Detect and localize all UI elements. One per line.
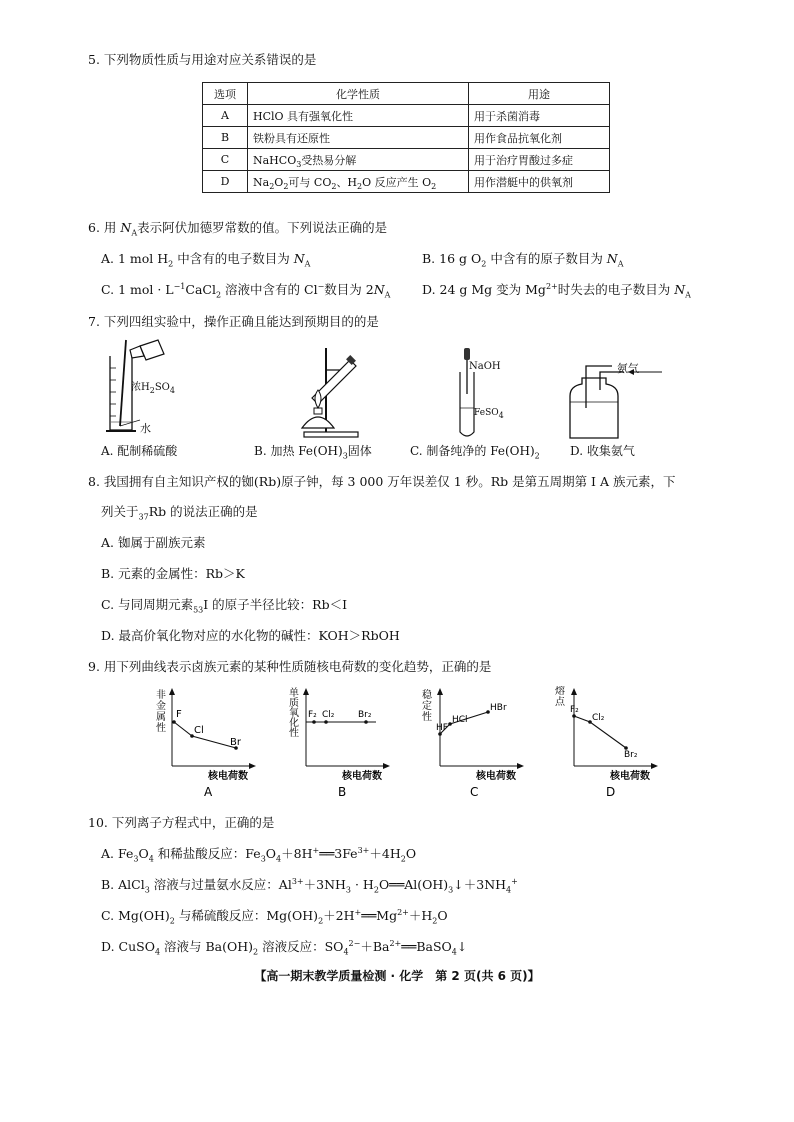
ylabel-char: 稳 (422, 690, 432, 701)
ylabel (156, 688, 166, 734)
table-row (203, 127, 610, 149)
q7-stem: 7. 下列四组实验中，操作正确且能达到预期目的的是 (88, 314, 379, 329)
ylabel-char: 氧 (289, 708, 299, 719)
point-label: Br (230, 737, 241, 748)
q7-caption-a: A. 配制稀硫酸 (101, 444, 178, 458)
label-naoh: NaOH (469, 361, 501, 372)
table-cell: B (203, 127, 248, 149)
table-cell: D (203, 171, 248, 193)
q9-stem: 9. 用下列曲线表示卤族元素的某种性质随核电荷数的变化趋势，正确的是 (88, 659, 492, 674)
q5-table (202, 82, 610, 193)
table-header: 化学性质 (248, 83, 469, 105)
label-water: 水 (140, 422, 151, 435)
label-feso4: FeSO$_4$ (474, 408, 504, 420)
table-row (203, 105, 610, 127)
point-label: F₂ (308, 710, 317, 720)
table-cell: 铁粉具有还原性 (248, 127, 469, 149)
q10-option-b: B. AlCl$_3$ 溶液与过量氨水反应：$Al^{3+}+3NH_3$ · $H_2O══Al(OH)_3↓+3NH_4^+$ (101, 876, 518, 895)
graph-b (284, 686, 390, 798)
point-label: Cl₂ (322, 710, 335, 720)
table-cell: NaHCO$_3$受热易分解 (248, 149, 469, 171)
q6-stem: 6. 用 $N_A$表示阿伏加德罗常数的值。下列说法正确的是 (88, 220, 388, 238)
ylabel-char: 熔 (555, 686, 565, 697)
q10-option-c: C. $Mg(OH)_2$ 与稀硫酸反应：$Mg(OH)_2+2H^+══Mg^{2+}+H_2O$ (101, 907, 448, 926)
table-cell: $Na_2O_2$可与 $CO_2$、$H_2O$ 反应产生 $O_2$ (248, 171, 469, 193)
q10-option-a: A. $Fe_3O_4$ 和稀盐酸反应：$Fe_3O_4+8H^+══3Fe^{3+}+4H_2O$ (101, 845, 417, 864)
graph-letter: C (470, 785, 479, 798)
q8-option-d: D. 最高价氧化物对应的水化物的碱性：KOH＞RbOH (101, 628, 400, 643)
apparatus-d-diagram (562, 362, 667, 440)
graph-letter: D (606, 785, 616, 798)
q8-stem-line2: 列关于$_{37}$Rb 的说法正确的是 (101, 504, 258, 522)
ylabel-char: 化 (289, 718, 299, 729)
graph-c (418, 686, 524, 798)
q10-option-d: D. CuSO$_4$ 溶液与 $Ba(OH)_2$ 溶液反应：$SO_4^{2-}+Ba^{2+}══BaSO_4↓$ (101, 938, 468, 957)
q6-option-a: A. 1 mol $H_2$ 中含有的电子数目为 $N_A$ (101, 251, 311, 269)
gas-bottle-icon (570, 378, 618, 438)
q6-option-c: C. 1 mol · $L^{-1}CaCl_2$ 溶液中含有的 Cl−数目为 $2N_A$ (101, 281, 391, 300)
table-cell: 用作潜艇中的供氧剂 (469, 171, 610, 193)
table-cell: 用作食品抗氧化剂 (469, 127, 610, 149)
q5-stem: 5. 下列物质性质与用途对应关系错误的是 (88, 52, 317, 67)
graph-letter: A (204, 785, 213, 798)
q8-stem-line1: 8. 我国拥有自主知识产权的铷(Rb)原子钟，每 3 000 万年误差仅 1 秒。Rb 是第五周期第 Ⅰ A 族元素，下 (88, 474, 676, 489)
table-header-row (203, 83, 610, 105)
graph-d (552, 686, 658, 798)
ylabel-char: 点 (555, 697, 565, 708)
point-label: Cl₂ (592, 713, 605, 723)
point-label: HCl (452, 715, 468, 725)
ylabel-char: 属 (156, 712, 166, 723)
graph-a (150, 686, 256, 798)
ylabel-char: 定 (422, 701, 432, 712)
xlabel: 核电荷数 (208, 771, 248, 782)
q7-caption-b: B. 加热 $Fe(OH)_3$固体 (254, 444, 372, 461)
ylabel (289, 686, 299, 739)
q7-caption-d: D. 收集氨气 (570, 444, 635, 458)
point-label: Cl (194, 725, 204, 736)
ylabel-char: 性 (289, 728, 299, 739)
xlabel: 核电荷数 (610, 771, 650, 782)
table-header: 选项 (203, 83, 248, 105)
q10-stem: 10. 下列离子方程式中，正确的是 (88, 815, 275, 830)
apparatus-b-diagram (290, 348, 390, 440)
ylabel (555, 686, 566, 708)
q6-option-d: D. 24 g Mg 变为 $Mg^{2+}$时失去的电子数目为 $N_A$ (422, 281, 691, 300)
ylabel (422, 688, 433, 723)
point-label: F₂ (570, 705, 579, 715)
point-label: Br₂ (358, 710, 372, 720)
glass-rod-icon (120, 340, 126, 426)
alcohol-lamp-icon (302, 390, 334, 428)
table-row (203, 149, 610, 171)
graph-letter: B (338, 785, 347, 798)
label-conc-acid: 浓$H_2SO_4$ (131, 382, 175, 395)
table-cell: A (203, 105, 248, 127)
ylabel-char: 质 (289, 698, 299, 709)
q6-option-b: B. 16 g $O_2$ 中含有的原子数目为 $N_A$ (422, 251, 624, 269)
ylabel-char: 性 (422, 712, 432, 723)
ylabel-char: 性 (156, 723, 166, 734)
ylabel-char: 金 (156, 701, 166, 712)
table-cell: 用于治疗胃酸过多症 (469, 149, 610, 171)
ylabel-char: 单 (289, 688, 299, 699)
q7-caption-c: C. 制备纯净的 $Fe(OH)_2$ (410, 444, 540, 461)
q8-option-b: B. 元素的金属性：Rb＞K (101, 566, 245, 581)
xlabel: 核电荷数 (476, 771, 516, 782)
table-cell: HClO 具有强氧化性 (248, 105, 469, 127)
page-footer: 【高一期末教学质量检测 · 化学 第 2 页(共 6 页)】 (254, 969, 540, 983)
point-label: HBr (490, 703, 507, 713)
point-label: F (176, 709, 182, 720)
q8-option-c: C. 与同周期元素$_{53}$I 的原子半径比较：Rb＜I (101, 597, 348, 615)
label-ammonia: 氨气 (617, 362, 639, 375)
table-header: 用途 (469, 83, 610, 105)
reagent-bottle-icon (130, 340, 164, 360)
ylabel-char: 非 (156, 690, 166, 701)
table-row (203, 171, 610, 193)
point-label: HF (436, 723, 448, 733)
xlabel: 核电荷数 (342, 771, 382, 782)
table-cell: C (203, 149, 248, 171)
point-label: Br₂ (624, 750, 638, 760)
table-cell: 用于杀菌消毒 (469, 105, 610, 127)
q8-option-a: A. 铷属于副族元素 (101, 535, 206, 550)
